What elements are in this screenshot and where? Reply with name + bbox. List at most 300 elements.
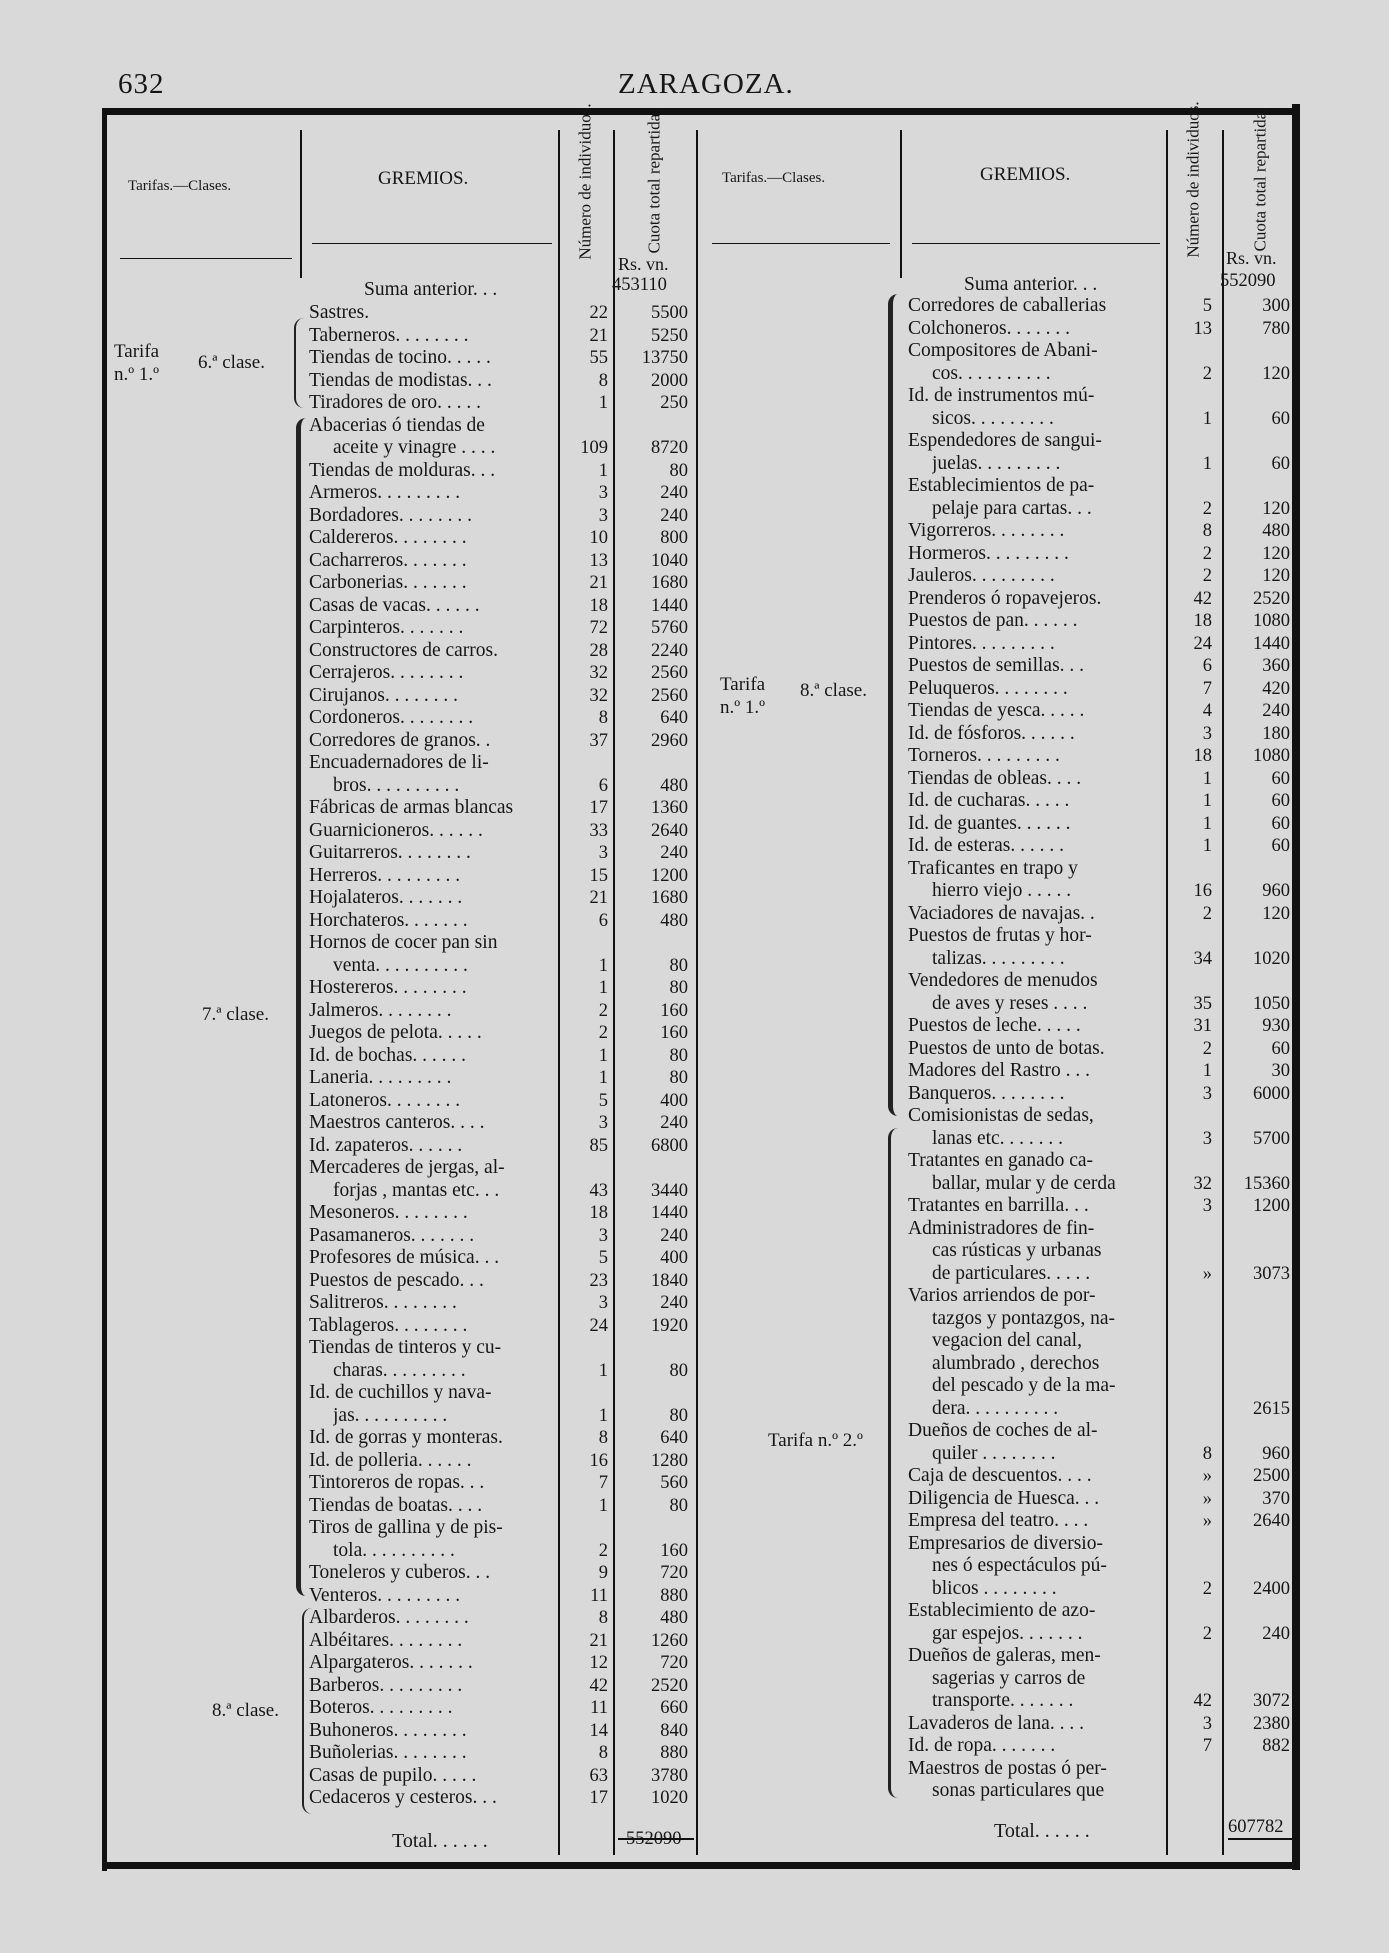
gremio-name: pelaje para cartas. . .	[932, 497, 1092, 519]
cuota-value: 2380	[1253, 1713, 1290, 1734]
cuota-value: 480	[1262, 521, 1290, 541]
individuos-value: 3	[1202, 1196, 1212, 1216]
cuota-value: 2000	[651, 370, 688, 391]
right-table-row	[0, 678, 1389, 700]
individuos-value: 31	[1193, 1016, 1212, 1036]
cuota-value: 1200	[651, 865, 688, 886]
right-table-row	[0, 1353, 1389, 1375]
cuota-value: 660	[660, 1698, 688, 1718]
gremio-name: Casas de vacas. . . . . .	[309, 594, 480, 616]
cuota-value: 1080	[1253, 746, 1290, 766]
gremio-name: Jalmeros. . . . . . . .	[309, 999, 452, 1021]
individuos-value: 3	[598, 843, 608, 863]
gremio-name: Abacerias ó tiendas de	[309, 414, 485, 436]
right-table-row	[0, 1600, 1389, 1622]
right-table-row	[0, 565, 1389, 587]
cuota-value: 240	[660, 483, 688, 503]
gremio-name: Casas de pupilo. . . . .	[309, 1764, 477, 1786]
individuos-value: 72	[589, 618, 608, 638]
cuota-value: 1920	[651, 1315, 688, 1336]
gremio-name: Establecimiento de azo-	[908, 1600, 1096, 1621]
individuos-value: 3	[598, 1113, 608, 1133]
gremio-name: Administradores de fin-	[908, 1217, 1095, 1239]
cuota-value: 1040	[651, 550, 688, 571]
right-table-row	[0, 1690, 1389, 1712]
cuota-value: 480	[660, 775, 688, 796]
gremio-name: Peluqueros. . . . . . . .	[908, 677, 1068, 699]
gremio-name: Tiendas de modistas. . .	[309, 369, 492, 391]
gremio-name: Puestos de frutas y hor-	[908, 925, 1092, 946]
gremio-name: Hojalateros. . . . . . .	[309, 887, 463, 908]
individuos-value: 1	[598, 1068, 608, 1088]
individuos-value: »	[1202, 1466, 1212, 1486]
gremio-name: Tiendas de yesca. . . . .	[908, 700, 1085, 721]
cuota-value: 300	[1262, 296, 1290, 316]
cuota-value: 60	[1271, 836, 1290, 856]
gremio-name: Puestos de leche. . . . .	[908, 1015, 1081, 1036]
gremio-name: Tiros de gallina y de pis-	[309, 1517, 503, 1538]
right-table-row	[0, 1623, 1389, 1645]
individuos-value: 7	[1202, 1736, 1212, 1756]
cuota-value: 60	[1271, 453, 1290, 474]
gremio-name: Buhoneros. . . . . . . .	[309, 1719, 467, 1741]
gremio-name: Encuadernadores de li-	[309, 752, 489, 773]
cuota-value: 880	[660, 1585, 688, 1606]
gremio-name: Caldereros. . . . . . . .	[309, 527, 467, 548]
cuota-value: 2520	[1253, 588, 1290, 609]
right-table-row	[0, 1375, 1389, 1397]
right-table-row	[0, 295, 1389, 317]
left-carry-value: 453110	[612, 275, 667, 295]
individuos-value: 18	[589, 595, 608, 616]
right-table-row	[0, 745, 1389, 767]
cuota-value: 80	[669, 978, 688, 998]
gremio-name: Mesoneros. . . . . . . .	[309, 1202, 468, 1223]
cuota-value: 930	[1262, 1016, 1290, 1036]
individuos-value: 3	[1202, 723, 1212, 744]
right-table-row	[0, 1038, 1389, 1060]
cuota-value: 1680	[651, 573, 688, 593]
individuos-value: 8	[598, 370, 608, 391]
gremio-name: Varios arriendos de por-	[908, 1285, 1096, 1306]
cuota-value: 420	[1262, 678, 1290, 699]
right-table-row	[0, 1510, 1389, 1532]
individuos-value: »	[1202, 1511, 1212, 1531]
gremio-name: Id. de guantes. . . . . .	[908, 812, 1071, 834]
gremio-name: Armeros. . . . . . . . .	[309, 482, 461, 503]
individuos-value: 2	[598, 1023, 608, 1043]
right-table-row	[0, 1218, 1389, 1240]
individuos-value: 6	[598, 775, 608, 796]
individuos-value: 63	[589, 1765, 608, 1786]
left-carry-label: Suma anterior. . .	[364, 279, 498, 300]
gremio-name: talizas. . . . . . . . .	[932, 947, 1065, 969]
individuos-value: 1	[598, 955, 608, 976]
right-table-row	[0, 318, 1389, 340]
individuos-value: 21	[589, 1630, 608, 1651]
right-table-row	[0, 903, 1389, 925]
gremio-name: sicos. . . . . . . . .	[932, 407, 1054, 429]
right-table-row	[0, 430, 1389, 452]
gremio-name: Puestos de pescado. . .	[309, 1269, 484, 1291]
octava-clase-label-right: 8.ª clase.	[800, 680, 867, 701]
gremio-name: Fábricas de armas blancas	[309, 797, 514, 818]
right-table-row	[0, 1533, 1389, 1555]
gremio-name: Pasamaneros. . . . . . .	[309, 1224, 475, 1246]
gremio-name: Cordoneros. . . . . . . .	[309, 707, 474, 728]
cuota-value: 15360	[1243, 1173, 1290, 1194]
right-table-row	[0, 1195, 1389, 1217]
individuos-value: 21	[589, 573, 608, 593]
right-table-row	[0, 588, 1389, 610]
cuota-value: 30	[1271, 1061, 1290, 1081]
individuos-value: 14	[589, 1720, 608, 1741]
gremio-name: Corredores de caballerias	[908, 295, 1107, 316]
gremio-name: Caja de descuentos. . . .	[908, 1465, 1092, 1486]
individuos-value: 8	[598, 708, 608, 728]
cuota-value: 5700	[1253, 1128, 1290, 1149]
col-tarifas-right: Tarifas.—Clases.	[722, 170, 826, 186]
right-table-row	[0, 520, 1389, 542]
gremio-name: tazgos y pontazgos, na-	[932, 1307, 1116, 1329]
cuota-value: 240	[1262, 1623, 1290, 1644]
gremio-name: Salitreros. . . . . . . .	[309, 1292, 457, 1313]
gremio-name: Tiendas de tocino. . . . .	[309, 347, 491, 368]
individuos-value: 4	[1202, 701, 1212, 721]
gremio-name: Tiendas de boatas. . . .	[309, 1494, 483, 1516]
individuos-value: 28	[589, 640, 608, 661]
cuota-value: 1360	[651, 798, 688, 818]
right-table-row	[0, 723, 1389, 745]
cuota-value: 400	[660, 1090, 688, 1111]
cuota-value: 5250	[651, 325, 688, 346]
individuos-value: 1	[1202, 836, 1212, 856]
gremio-name: Cedaceros y cesteros. . .	[309, 1787, 497, 1808]
individuos-value: 2	[1202, 1578, 1212, 1599]
individuos-value: 1	[1202, 453, 1212, 474]
individuos-value: 12	[589, 1653, 608, 1673]
cuota-value: 5500	[651, 303, 688, 323]
right-table-row	[0, 1263, 1389, 1285]
gremio-name: Banqueros. . . . . . . .	[908, 1082, 1065, 1104]
cuota-value: 240	[660, 843, 688, 863]
cuota-value: 2400	[1253, 1578, 1290, 1599]
gremio-name: quiler . . . . . . . .	[932, 1442, 1056, 1464]
right-table-row	[0, 700, 1389, 722]
tarifa-number-right: n.º 1.º	[720, 697, 766, 718]
individuos-value: 1	[598, 978, 608, 998]
gremio-name: Vigorreros. . . . . . . .	[908, 520, 1065, 541]
gremio-name: dera. . . . . . . . . .	[932, 1397, 1059, 1419]
gremio-name: Empresarios de diversio-	[908, 1532, 1103, 1554]
gremio-name: Horchateros. . . . . . .	[309, 909, 468, 931]
gremio-name: Guitarreros. . . . . . . .	[309, 842, 471, 863]
individuos-value: 23	[589, 1270, 608, 1291]
individuos-value: 32	[589, 663, 608, 683]
individuos-value: 2	[598, 1540, 608, 1561]
individuos-value: 13	[589, 550, 608, 571]
gremio-name: Id. de esteras. . . . . .	[908, 835, 1064, 856]
right-table-row	[0, 880, 1389, 902]
right-table-row	[0, 1150, 1389, 1172]
gremio-name: lanas etc. . . . . . .	[932, 1127, 1064, 1149]
individuos-value: 2	[1202, 498, 1212, 519]
cuota-value: 1050	[1253, 993, 1290, 1014]
individuos-value: 55	[589, 348, 608, 368]
individuos-value: 24	[589, 1315, 608, 1336]
cuota-value: 250	[660, 393, 688, 413]
individuos-value: 1	[1202, 1061, 1212, 1081]
tarifa-2-label: Tarifa n.º 2.º	[768, 1430, 863, 1451]
cuota-value: 3440	[651, 1180, 688, 1201]
individuos-value: 9	[598, 1563, 608, 1583]
gremio-name: juelas. . . . . . . . .	[932, 452, 1061, 474]
cuota-value: 3072	[1253, 1691, 1290, 1711]
cuota-value: 240	[660, 1225, 688, 1246]
right-table-row	[0, 1713, 1389, 1735]
individuos-value: 21	[589, 888, 608, 908]
gremio-name: Guarnicioneros. . . . . .	[309, 819, 483, 841]
gremio-name: alumbrado , derechos	[932, 1352, 1100, 1374]
gremio-name: Tiradores de oro. . . . .	[309, 392, 482, 413]
gremio-name: Colchoneros. . . . . . .	[908, 317, 1070, 339]
gremio-name: venta. . . . . . . . . .	[333, 954, 468, 976]
right-table-row	[0, 1780, 1389, 1802]
cuota-value: 3780	[651, 1765, 688, 1786]
right-table-row	[0, 790, 1389, 812]
cuota-value: 640	[660, 708, 688, 728]
gremio-name: Pintores. . . . . . . . .	[908, 632, 1055, 654]
individuos-value: 2	[1202, 363, 1212, 384]
gremio-name: Taberneros. . . . . . . .	[309, 324, 469, 346]
gremio-name: Laneria. . . . . . . . .	[309, 1067, 452, 1088]
individuos-value: 42	[1193, 1691, 1212, 1711]
cuota-value: 720	[660, 1653, 688, 1673]
cuota-value: 2640	[651, 820, 688, 841]
col-cuota-left: Cuota total repartida.	[644, 109, 664, 254]
individuos-value: 5	[598, 1248, 608, 1268]
individuos-value: 7	[1202, 678, 1212, 699]
individuos-value: 3	[598, 483, 608, 503]
individuos-value: 21	[589, 325, 608, 346]
individuos-value: 1	[598, 460, 608, 481]
cuota-value: 720	[660, 1563, 688, 1583]
individuos-value: 18	[1193, 611, 1212, 631]
individuos-value: 10	[589, 528, 608, 548]
cuota-value: 160	[660, 1540, 688, 1561]
gremio-name: Corredores de granos. .	[309, 729, 491, 751]
gremio-name: transporte. . . . . . .	[932, 1690, 1074, 1711]
cuota-value: 560	[660, 1473, 688, 1493]
gremio-name: Tratantes en barrilla. . .	[908, 1195, 1089, 1216]
gremio-name: Id. de ropa. . . . . . .	[908, 1735, 1056, 1756]
gremio-name: aceite y vinagre . . . .	[333, 437, 496, 458]
individuos-value: 5	[598, 1090, 608, 1111]
gremio-name: Tiendas de obleas. . . .	[908, 767, 1082, 789]
right-table-row	[0, 498, 1389, 520]
gremio-name: de aves y reses . . . .	[932, 992, 1088, 1014]
right-table-row	[0, 948, 1389, 970]
sexta-clase-label: 6.ª clase.	[198, 352, 265, 373]
cuota-value: 160	[660, 1000, 688, 1021]
gremio-name: Puestos de unto de botas.	[908, 1037, 1105, 1059]
gremio-name: hierro viejo . . . . .	[932, 880, 1072, 901]
cuota-value: 80	[669, 1045, 688, 1066]
individuos-value: 6	[598, 910, 608, 931]
individuos-value: 1	[598, 1360, 608, 1381]
cuota-value: 880	[660, 1743, 688, 1763]
gremio-name: Madores del Rastro . . .	[908, 1060, 1090, 1081]
right-table-row	[0, 1443, 1389, 1465]
gremio-name: charas. . . . . . . . .	[333, 1359, 466, 1381]
right-table-row	[0, 1420, 1389, 1442]
col-gremios-left: GREMIOS.	[378, 168, 469, 189]
gremio-name: cos. . . . . . . . . .	[932, 362, 1051, 384]
right-table-row	[0, 1668, 1389, 1690]
gremio-name: Traficantes en trapo y	[908, 857, 1078, 879]
gremio-name: Cirujanos. . . . . . . .	[309, 684, 458, 706]
cuota-value: 60	[1271, 408, 1290, 429]
gremio-name: Juegos de pelota. . . . .	[309, 1022, 482, 1043]
gremio-name: Tintoreros de ropas. . .	[309, 1472, 485, 1493]
gremio-name: sonas particulares que	[932, 1780, 1105, 1801]
right-table-row	[0, 1308, 1389, 1330]
right-table-row	[0, 1105, 1389, 1127]
right-table-row	[0, 633, 1389, 655]
gremio-name: Jauleros. . . . . . . . .	[908, 565, 1055, 586]
col-numero-right: Número de individuos.	[1183, 101, 1203, 258]
cuota-value: 1440	[651, 595, 688, 616]
gremio-name: Sastres.	[309, 302, 370, 323]
right-table-row	[0, 970, 1389, 992]
individuos-value: 3	[598, 505, 608, 526]
gremio-name: sagerias y carros de	[932, 1667, 1086, 1689]
individuos-value: 16	[1193, 881, 1212, 901]
cuota-value: 2500	[1253, 1466, 1290, 1486]
individuos-value: »	[1202, 1263, 1212, 1284]
tarifa-number-left: n.º 1.º	[114, 364, 160, 385]
gremio-name: forjas , mantas etc. . .	[333, 1179, 500, 1201]
individuos-value: 37	[589, 730, 608, 751]
cuota-value: 960	[1262, 881, 1290, 901]
cuota-value: 240	[660, 1293, 688, 1313]
individuos-value: 8	[598, 1428, 608, 1448]
tarifa-label-left: Tarifa	[114, 341, 160, 362]
gremio-name: Puestos de pan. . . . . .	[908, 610, 1078, 631]
right-table-row	[0, 475, 1389, 497]
gremio-name: tola. . . . . . . . . .	[333, 1539, 455, 1561]
left-total-value: 552090	[626, 1829, 682, 1849]
right-table-row	[0, 1488, 1389, 1510]
gremio-name: ballar, mular y de cerda	[932, 1172, 1116, 1194]
cuota-value: 1080	[1253, 611, 1290, 631]
gremio-name: Albéitares. . . . . . . .	[309, 1629, 463, 1651]
gremio-name: Compositores de Abani-	[908, 340, 1098, 361]
cuota-value: 1680	[651, 888, 688, 908]
right-table-row	[0, 1285, 1389, 1307]
gremio-name: Torneros. . . . . . . . .	[908, 745, 1060, 766]
cuota-value: 240	[660, 1113, 688, 1133]
individuos-value: 3	[1202, 1128, 1212, 1149]
cuota-value: 882	[1262, 1736, 1290, 1756]
page-number: 632	[118, 68, 165, 100]
gremio-name: Id. de cucharas. . . . .	[908, 790, 1070, 811]
gremio-name: Vendedores de menudos	[908, 970, 1098, 991]
gremio-name: Profesores de música. . .	[309, 1247, 500, 1268]
cuota-value: 1440	[651, 1203, 688, 1223]
cuota-value: 60	[1271, 1038, 1290, 1059]
individuos-value: 1	[1202, 813, 1212, 834]
cuota-value: 60	[1271, 791, 1290, 811]
individuos-value: 11	[590, 1698, 608, 1718]
individuos-value: 34	[1193, 948, 1212, 969]
octava-clase-label-left: 8.ª clase.	[212, 1700, 279, 1721]
gremio-name: Carpinteros. . . . . . .	[309, 617, 464, 638]
left-total-label: Total. . . . . .	[392, 1830, 488, 1852]
individuos-value: 18	[589, 1203, 608, 1223]
gremio-name: Espendedores de sangui-	[908, 430, 1102, 451]
gremio-name: Lavaderos de lana. . . .	[908, 1712, 1084, 1734]
col-units-right: Rs. vn.	[1226, 248, 1277, 268]
cuota-value: 3073	[1253, 1263, 1290, 1284]
individuos-value: 15	[589, 865, 608, 886]
cuota-value: 60	[1271, 768, 1290, 789]
right-table-row	[0, 453, 1389, 475]
right-table-row	[0, 768, 1389, 790]
right-table-row	[0, 1083, 1389, 1105]
right-table-row	[0, 408, 1389, 430]
gremio-name: Tratantes en ganado ca-	[908, 1150, 1094, 1171]
cuota-value: 120	[1262, 498, 1290, 519]
individuos-value: 2	[1202, 566, 1212, 586]
cuota-value: 5760	[651, 618, 688, 638]
gremio-name: Latoneros. . . . . . . .	[309, 1089, 461, 1111]
gremio-name: Cerrajeros. . . . . . . .	[309, 662, 464, 683]
gremio-name: Tablageros. . . . . . . .	[309, 1314, 468, 1336]
septima-clase-label: 7.ª clase.	[202, 1004, 269, 1025]
cuota-value: 120	[1262, 566, 1290, 586]
gremio-name: Hostereros. . . . . . . .	[309, 977, 467, 998]
individuos-value: 85	[589, 1135, 608, 1156]
gremio-name: Empresa del teatro. . . .	[908, 1510, 1089, 1531]
gremio-name: Alpargateros. . . . . . .	[309, 1652, 473, 1673]
page-title: ZARAGOZA.	[618, 68, 794, 100]
cuota-value: 13750	[641, 348, 688, 368]
right-table-row	[0, 610, 1389, 632]
gremio-name: Toneleros y cuberos. . .	[309, 1562, 491, 1583]
gremio-name: Albarderos. . . . . . . .	[309, 1607, 469, 1628]
cuota-value: 480	[660, 910, 688, 931]
individuos-value: »	[1202, 1488, 1212, 1509]
cuota-value: 2240	[651, 640, 688, 661]
gremio-name: Id. de bochas. . . . . .	[309, 1044, 467, 1066]
right-table-row	[0, 813, 1389, 835]
individuos-value: 32	[589, 685, 608, 706]
gremio-name: Dueños de galeras, men-	[908, 1645, 1101, 1666]
cuota-value: 6000	[1253, 1083, 1290, 1104]
individuos-value: 35	[1193, 993, 1212, 1014]
cuota-value: 2960	[651, 730, 688, 751]
right-carry-value: 552090	[1220, 271, 1276, 291]
cuota-value: 1840	[651, 1270, 688, 1291]
right-total-label: Total. . . . . .	[994, 1820, 1090, 1842]
gremio-name: Maestros de postas ó per-	[908, 1757, 1107, 1779]
individuos-value: 3	[1202, 1083, 1212, 1104]
individuos-value: 8	[598, 1608, 608, 1628]
cuota-value: 120	[1262, 363, 1290, 384]
brace-8-clase	[302, 1608, 314, 1814]
gremio-name: Venteros. . . . . . . . .	[309, 1584, 461, 1606]
